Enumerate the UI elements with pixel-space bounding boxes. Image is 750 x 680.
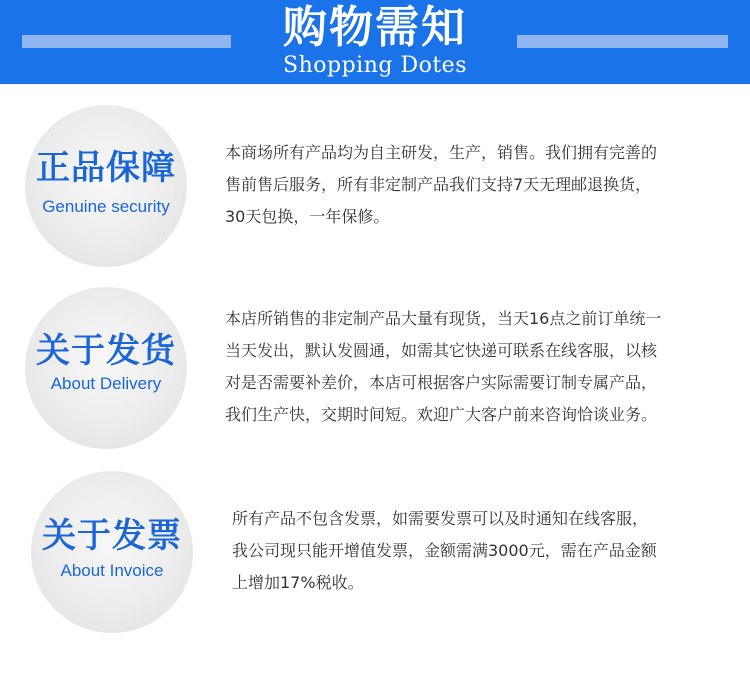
section-genuine-security (0, 105, 750, 270)
section-badge (25, 287, 187, 449)
section-about-invoice (0, 471, 750, 636)
section-title-en: About Invoice (60, 561, 164, 580)
description-line: 所有产品不包含发票，如需要发票可以及时通知在线客服， (232, 509, 649, 528)
section-badge (31, 471, 193, 633)
header-banner (0, 0, 750, 84)
section-title-cn: 关于发货 (36, 331, 176, 371)
description-line: 对是否需要补差价，本店可根据客户实际需要订制专属产品， (225, 373, 658, 392)
description-line: 上增加17%税收。 (232, 573, 364, 592)
section-title-cn: 正品保障 (36, 148, 176, 188)
description-line: 我们生产快，交期时间短。欢迎广大客户前来咨询恰谈业务。 (225, 405, 658, 424)
section-about-delivery (0, 287, 750, 452)
section-description (232, 503, 657, 599)
page-title: 购物需知 (283, 2, 467, 53)
description-line: 售前售后服务，所有非定制产品我们支持7天无理邮退换货， (225, 175, 652, 194)
section-description (225, 137, 657, 233)
description-line: 当天发出，默认发圆通，如需其它快递可联系在线客服，以核 (225, 341, 658, 360)
description-line: 本店所销售的非定制产品大量有现货，当天16点之前订单统一 (225, 309, 662, 328)
section-description (225, 303, 661, 431)
page-subtitle: Shopping Dotes (283, 53, 467, 78)
description-line: 本商场所有产品均为自主研发，生产，销售。我们拥有完善的 (225, 143, 658, 162)
section-title-cn: 关于发票 (42, 516, 182, 556)
section-title-en: About Delivery (50, 374, 162, 393)
description-line: 30天包换，一年保修。 (225, 207, 390, 226)
section-title-en: Genuine security (42, 197, 170, 216)
section-badge (25, 105, 187, 267)
description-line: 我公司现只能开增值发票，金额需满3000元，需在产品金额 (232, 541, 657, 560)
